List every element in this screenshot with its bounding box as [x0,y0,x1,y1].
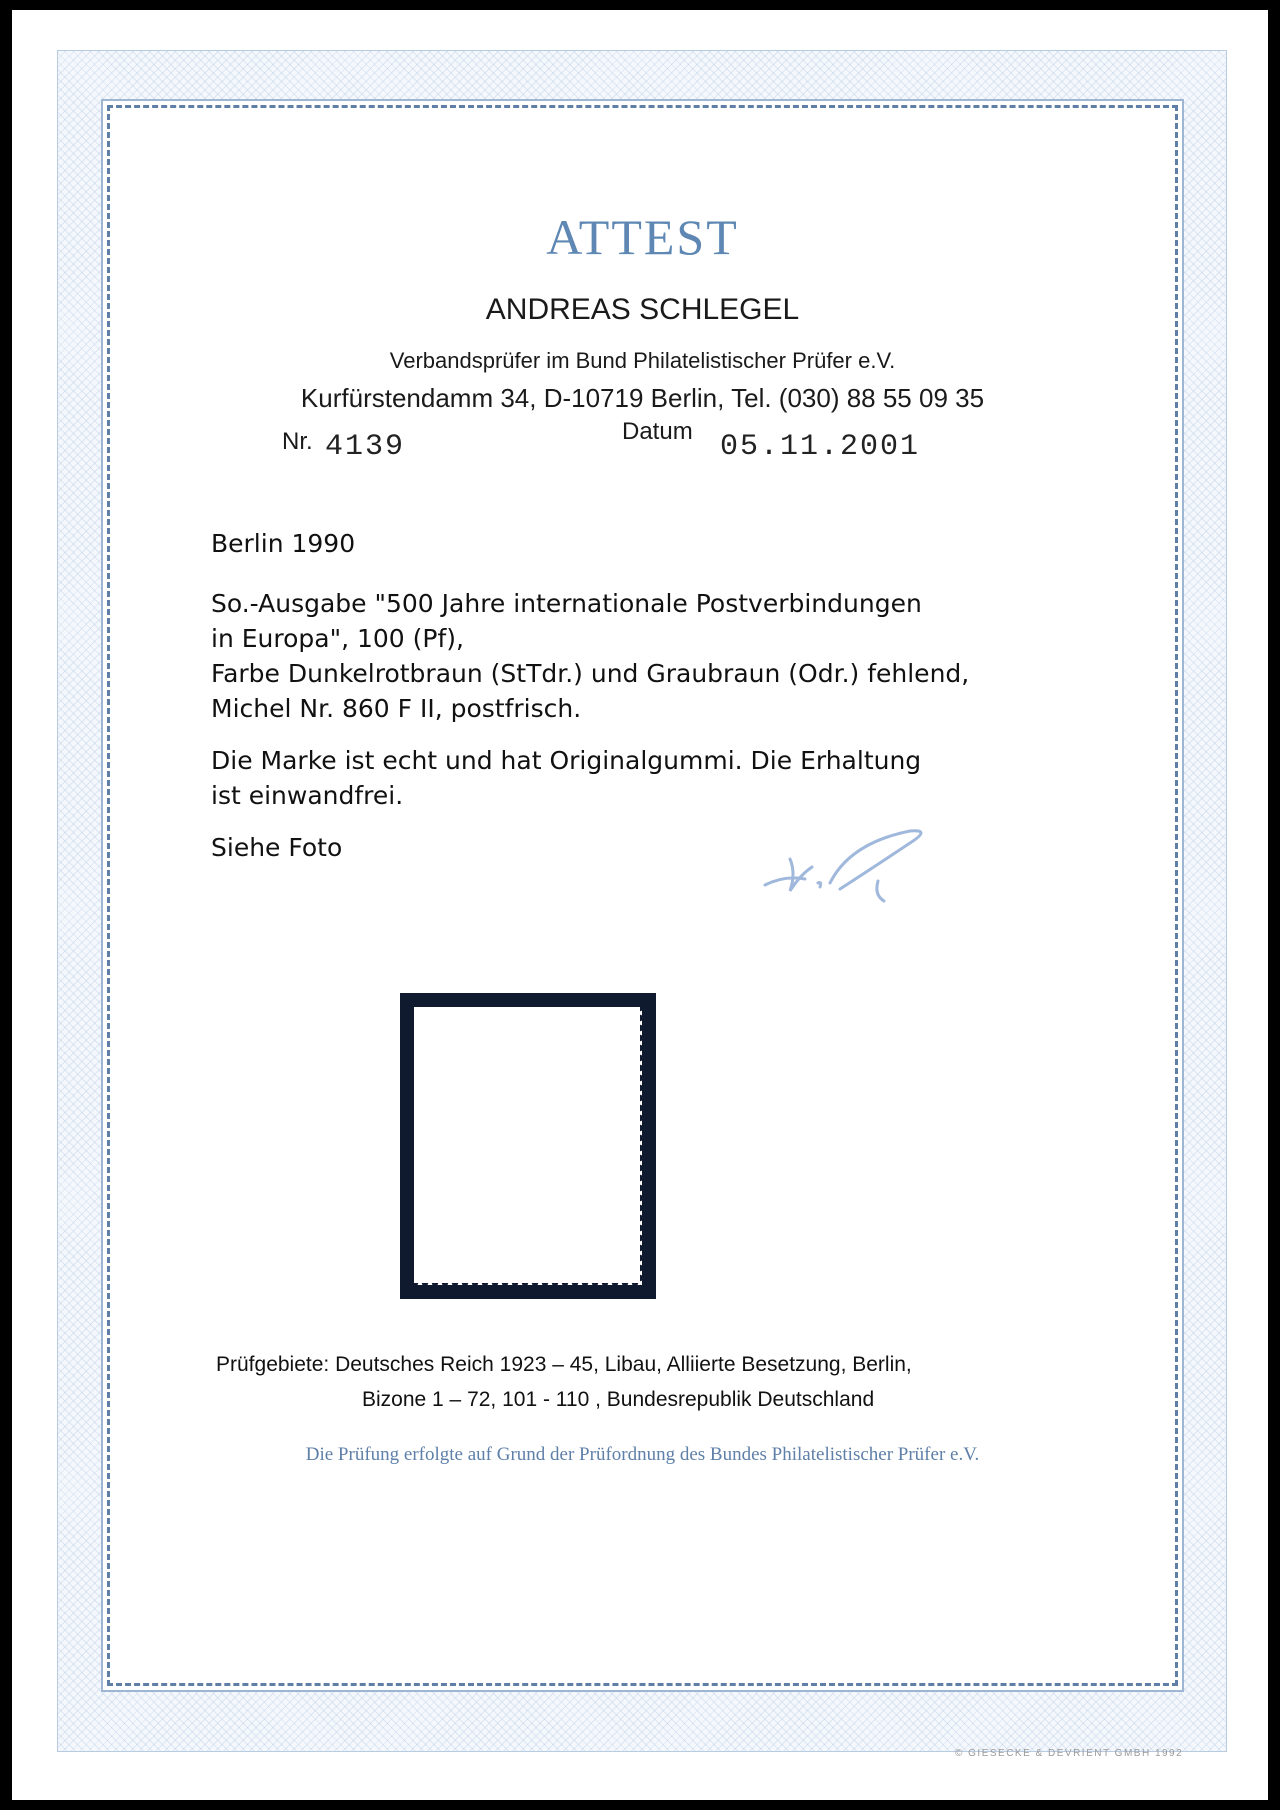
examination-areas-line2: Bizone 1 – 72, 101 - 110 , Bundesrepublik Deutschland [362,1388,875,1411]
printer-copyright: © GIESECKE & DEVRIENT GMBH 1992 [955,1748,1184,1759]
description-line: Michel Nr. 860 F II, postfrisch. [211,694,582,723]
stamp-description [211,586,1111,726]
stamp-photo [400,993,656,1299]
condition-line: Die Marke ist echt und hat Originalgummi. Die Erhaltung [211,746,922,775]
certificate-sheet [12,10,1268,1800]
examination-areas-line1: Prüfgebiete: Deutsches Reich 1923 – 45, Libau, Alliierte Besetzung, Berlin, [216,1353,912,1376]
date-label: Datum [622,418,693,445]
description-line: Farbe Dunkelrotbraun (StTdr.) und Graubraun (Odr.) fehlend, [211,659,970,688]
examiner-signature [760,823,940,923]
stamp-perforated-paper [400,993,656,1299]
certificate-title: ATTEST [546,209,739,265]
regulation-disclaimer: Die Prüfung erfolgte auf Grund der Prüfordnung des Bundes Philatelistischer Prüfer e.V. [305,1444,980,1465]
certificate-number: 4139 [325,430,406,464]
examiner-address: Kurfürstendamm 34, D-10719 Berlin, Tel. (030) 88 55 09 35 [300,383,985,413]
examiner-name: ANDREAS SCHLEGEL [485,293,800,326]
issue-heading: Berlin 1990 [211,529,356,558]
condition-statement [211,743,1111,813]
inner-frame [107,105,1178,1686]
condition-line: ist einwandfrei. [211,781,404,810]
description-line: in Europa", 100 (Pf), [211,624,464,653]
description-line: So.-Ausgabe "500 Jahre internationale Postverbindungen [211,589,922,618]
number-label: Nr. [282,428,313,455]
examiner-role: Verbandsprüfer im Bund Philatelistischer Prüfer e.V. [389,348,896,373]
photo-note: Siehe Foto [211,833,343,862]
certificate-date: 05.11.2001 [720,430,921,464]
